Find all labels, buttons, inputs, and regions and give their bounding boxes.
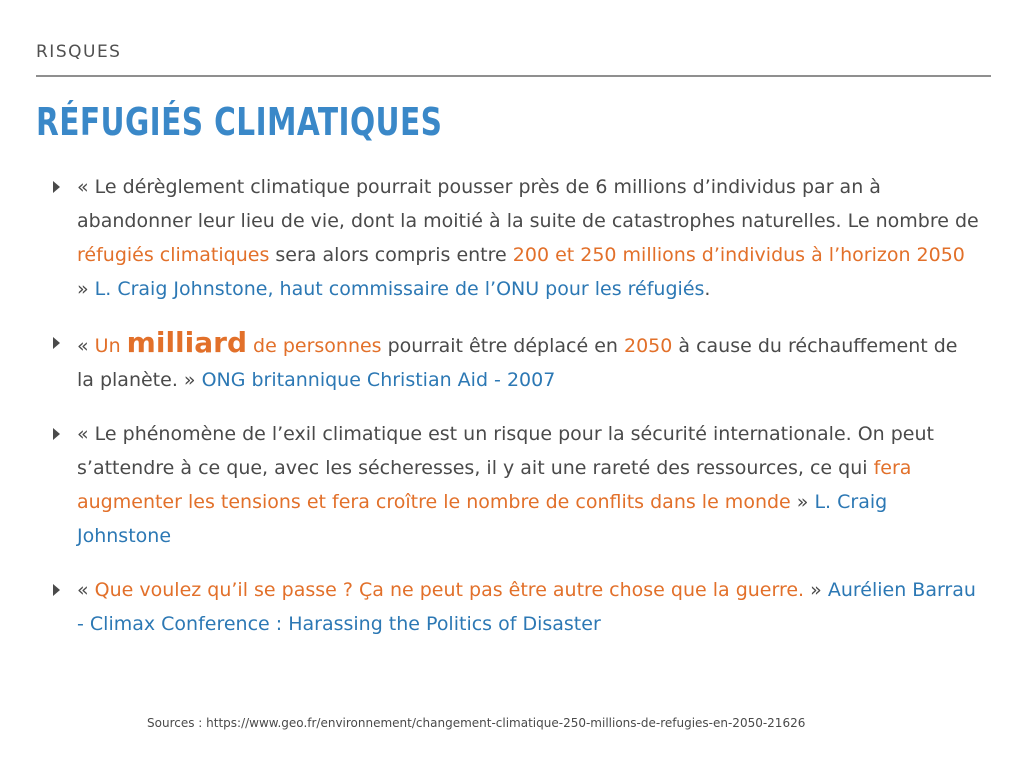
header-divider bbox=[36, 75, 991, 77]
bullet-item bbox=[50, 170, 980, 306]
bullet-triangle-icon bbox=[53, 181, 60, 193]
bullet-text: « bbox=[77, 335, 95, 357]
highlight-text: 2050 bbox=[624, 335, 673, 357]
highlight-text: réfugiés climatiques bbox=[77, 244, 270, 266]
sources-footnote: Sources : https://www.geo.fr/environnement/changement-climatique-250-millions-de-refugies-en-2050-21626 bbox=[147, 716, 806, 730]
section-label: RISQUES bbox=[36, 42, 122, 62]
bullet-text: à cause du réchauffement de la planète. » bbox=[77, 335, 958, 391]
emphasis-text: milliard bbox=[126, 326, 247, 359]
attribution-text: L. Craig Johnstone, haut commissaire de l’ONU pour les réfugiés bbox=[94, 278, 705, 300]
bullet-triangle-icon bbox=[53, 428, 60, 440]
bullet-text: « Le phénomène de l’exil climatique est un risque pour la sécurité internationale. On peut s’attendre à ce que, avec les sécheresses, il y ait une rareté des ressources, ce qui bbox=[77, 423, 934, 479]
bullet-text: » bbox=[804, 579, 828, 601]
highlight-text: 200 et 250 millions d’individus à l’horizon 2050 bbox=[512, 244, 965, 266]
attribution-text: L. Craig Johnstone bbox=[77, 491, 888, 547]
highlight-text: fera augmenter les tensions et fera croître le nombre de conflits dans le monde bbox=[77, 457, 912, 513]
bullet-text: . bbox=[704, 278, 711, 300]
attribution-text: Aurélien Barrau - Climax Conference : Harassing the Politics of Disaster bbox=[77, 579, 976, 635]
bullet-list bbox=[50, 170, 980, 661]
bullet-text: » bbox=[790, 491, 815, 513]
bullet-triangle-icon bbox=[53, 337, 60, 349]
bullet-text: « bbox=[77, 579, 95, 601]
bullet-text: pourrait être déplacé en bbox=[381, 335, 624, 357]
slide-title: RÉFUGIÉS CLIMATIQUES bbox=[36, 100, 443, 144]
attribution-text: ONG britannique Christian Aid - 2007 bbox=[201, 369, 556, 391]
bullet-text: « Le dérèglement climatique pourrait pousser près de 6 millions d’individus par an à abandonner leur lieu de vie, dont la moitié à la suite de catastrophes naturelles. Le nombre de bbox=[77, 176, 979, 232]
highlight-text: de personnes bbox=[253, 335, 382, 357]
highlight-text: Que voulez qu’il se passe ? Ça ne peut pas être autre chose que la guerre. bbox=[94, 579, 805, 601]
highlight-text: Un bbox=[94, 335, 121, 357]
bullet-triangle-icon bbox=[53, 584, 60, 596]
bullet-item bbox=[50, 326, 980, 397]
bullet-text: sera alors compris entre bbox=[269, 244, 513, 266]
bullet-text: » bbox=[77, 278, 95, 300]
bullet-item bbox=[50, 573, 980, 641]
bullet-item bbox=[50, 417, 980, 553]
